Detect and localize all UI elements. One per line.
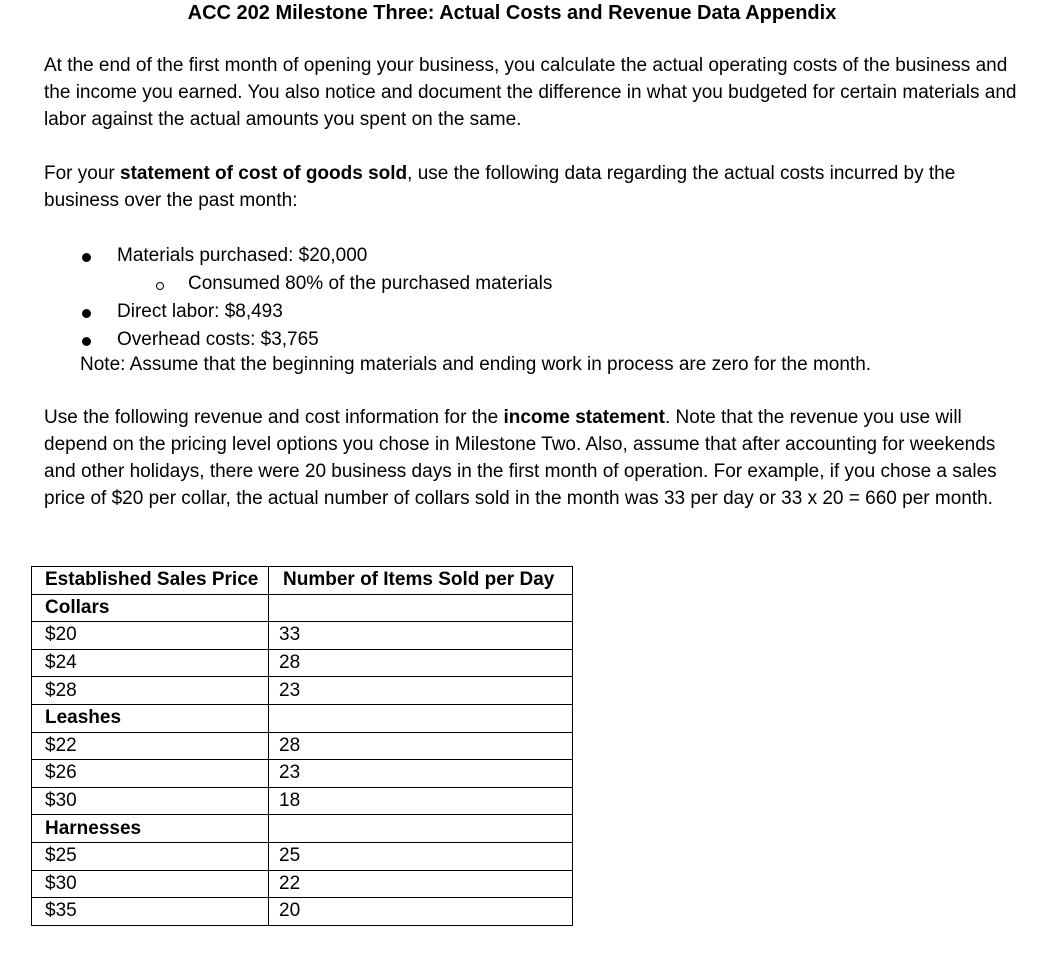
qty-cell: 22 (269, 870, 573, 898)
bullet-text-overhead: Overhead costs: $3,765 (117, 329, 319, 350)
cogs-paragraph (44, 160, 1019, 214)
bullet-item-materials (0, 242, 1000, 270)
table-row (32, 622, 573, 650)
sales-price-table (31, 566, 573, 926)
price-cell: $35 (32, 898, 269, 926)
header-items-sold: Number of Items Sold per Day (269, 567, 573, 595)
table-category-row (32, 594, 573, 622)
bullet-item-labor (0, 298, 1000, 326)
price-cell: $22 (32, 732, 269, 760)
table-header-row (32, 567, 573, 595)
qty-cell: 28 (269, 649, 573, 677)
qty-cell: 33 (269, 622, 573, 650)
bullet-dot-icon (82, 253, 91, 262)
table-row (32, 898, 573, 926)
price-cell: $28 (32, 677, 269, 705)
table-row (32, 760, 573, 788)
price-cell: $24 (32, 649, 269, 677)
qty-cell: 23 (269, 760, 573, 788)
income-text-bold: income statement (503, 407, 665, 428)
cogs-text-bold: statement of cost of goods sold (120, 163, 408, 184)
sub-bullet-text-consumed: Consumed 80% of the purchased materials (188, 273, 553, 294)
table-row (32, 732, 573, 760)
qty-cell: 28 (269, 732, 573, 760)
qty-cell: 23 (269, 677, 573, 705)
price-cell: $20 (32, 622, 269, 650)
cogs-text-after: , use the following data regarding the actual costs incurred by the business over the past month: (44, 163, 956, 211)
bullet-dot-icon (82, 309, 91, 318)
table-row (32, 870, 573, 898)
table-row (32, 649, 573, 677)
empty-cell (269, 704, 573, 732)
income-text-after: . Note that the revenue you use will depend on the pricing level options you chose in Milestone Two. Also, assume that after accounting for weekends and other holidays, there were 20 business days in the first month of operation. For example, if you chose a sales price of $20 per collar, the actual number of collars sold in the month was 33 per day or 33 x 20 = 660 per month. (44, 407, 997, 509)
sub-bullet-item-consumed (0, 270, 1000, 298)
category-harnesses: Harnesses (32, 815, 269, 843)
bullet-item-overhead (0, 326, 1000, 354)
header-sales-price: Established Sales Price (32, 567, 269, 595)
category-leashes: Leashes (32, 704, 269, 732)
qty-cell: 25 (269, 842, 573, 870)
empty-cell (269, 594, 573, 622)
income-paragraph (44, 404, 1019, 512)
table-row (32, 842, 573, 870)
qty-cell: 18 (269, 787, 573, 815)
intro-paragraph: At the end of the first month of opening your business, you calculate the actual operating costs of the business and the income you earned. You also notice and document the difference in what you budgeted for certain materials and labor against the actual amounts you spent on the same. (44, 55, 1017, 130)
cogs-text-before: For your (44, 163, 121, 184)
bullet-text-materials: Materials purchased: $20,000 (117, 245, 368, 266)
sub-bullet-circle-icon (156, 282, 164, 290)
document-title: ACC 202 Milestone Three: Actual Costs and Revenue Data Appendix (187, 2, 837, 24)
price-cell: $25 (32, 842, 269, 870)
table-row (32, 677, 573, 705)
price-cell: $30 (32, 787, 269, 815)
table-category-row (32, 704, 573, 732)
table-category-row (32, 815, 573, 843)
bullet-text-labor: Direct labor: $8,493 (117, 301, 283, 322)
qty-cell: 20 (269, 898, 573, 926)
price-cell: $30 (32, 870, 269, 898)
bullet-dot-icon (82, 337, 91, 346)
table-row (32, 787, 573, 815)
income-text-before: Use the following revenue and cost information for the (44, 407, 504, 428)
price-cell: $26 (32, 760, 269, 788)
category-collars: Collars (32, 594, 269, 622)
empty-cell (269, 815, 573, 843)
assumption-note: Note: Assume that the beginning materials and ending work in process are zero for the month. (80, 354, 872, 375)
